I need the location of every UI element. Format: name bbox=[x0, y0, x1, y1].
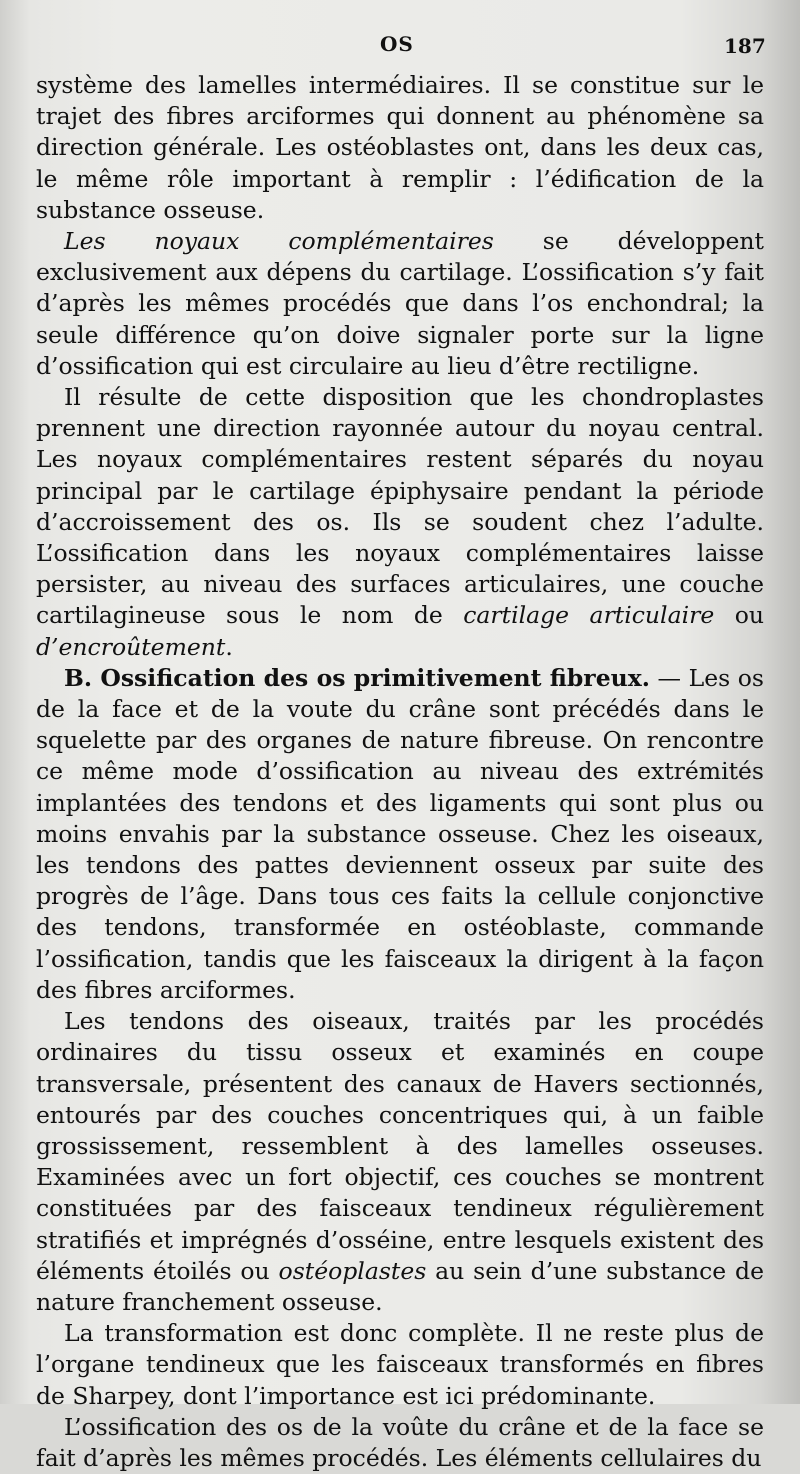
text-run: L’ossification des os de la voûte du crâne et de la face se fait d’après les mêmes procédés. Les éléments cellulaires du bbox=[36, 1412, 764, 1472]
italic-term: ostéoplastes bbox=[278, 1256, 427, 1285]
text-run: Il résulte de cette disposition que les chondroplastes prennent une direction rayonnée autour du noyau central. Les noyaux complémentaires restent séparés du noyau principal par le cartilage épiphysaire pendant la période d’accroissement des os. Ils se soudent chez l’adulte. L’ossification dans les noyaux complémentaires laisse persister, au niveau des surfaces articulaires, une couche cartilagineuse sous le nom de bbox=[36, 383, 764, 630]
text-run: . bbox=[225, 632, 233, 661]
paragraph bbox=[36, 663, 764, 1006]
paragraph bbox=[36, 1412, 764, 1474]
page-header bbox=[0, 30, 800, 60]
paragraph bbox=[36, 1318, 764, 1412]
paragraph bbox=[36, 1006, 764, 1318]
body-text bbox=[36, 70, 764, 1474]
section-heading: B. Ossification des os primitivement fibreux. bbox=[64, 663, 650, 692]
text-run: se développent exclusivement aux dépens du cartilage. L’ossification s’y fait d’après les mêmes procédés que dans l’os enchondral; la seule différence qu’on doive signaler porte sur la ligne d’ossification qui est circulaire au lieu d’être rectiligne. bbox=[36, 227, 764, 380]
italic-term: d’encroûtement bbox=[36, 632, 226, 661]
running-head: OS bbox=[380, 32, 414, 56]
text-run: au sein d’une substance de nature franchement osseuse. bbox=[36, 1256, 764, 1316]
italic-term: cartilage articulaire bbox=[463, 601, 715, 630]
text-run: La transformation est donc complète. Il ne reste plus de l’organe tendineux que les faisceaux transformés en fibres de Sharpey, dont l’importance est ici prédominante. bbox=[36, 1319, 764, 1410]
text-run: ou bbox=[714, 601, 764, 630]
text-run: — Les os de la face et de la voute du crâne sont précédés dans le squelette par des organes de nature fibreuse. On rencontre ce même mode d’ossification au niveau des extrémités implantées des tendons et des ligaments qui sont plus ou moins envahis par la substance osseuse. Chez les oiseaux, les tendons des pattes deviennent osseux par suite des progrès de l’âge. Dans tous ces faits la cellule conjonctive des tendons, transformée en ostéoblaste, commande l’ossification, tandis que les faisceaux la dirigent à la façon des fibres arciformes. bbox=[36, 663, 764, 1004]
text-run: Les tendons des oiseaux, traités par les procédés ordinaires du tissu osseux et examinés en coupe transversale, présentent des canaux de Havers sectionnés, entourés par des couches concentriques qui, à un faible grossissement, ressemblent à des lamelles osseuses. Examinées avec un fort objectif, ces couches se montrent constituées par des faisceaux tendineux régulièrement stratifiés et imprégnés d’osséine, entre lesquels existent des éléments étoilés ou bbox=[36, 1007, 764, 1285]
italic-term: Les noyaux complémentaires bbox=[64, 227, 494, 256]
page-number: 187 bbox=[724, 34, 766, 58]
paragraph bbox=[36, 382, 764, 663]
text-run: système des lamelles intermédiaires. Il se constitue sur le trajet des fibres arciformes qui donnent au phénomène sa direction générale. Les ostéoblastes ont, dans les deux cas, le même rôle important à remplir : l’édification de la substance osseuse. bbox=[36, 71, 764, 224]
paragraph bbox=[36, 70, 764, 226]
paragraph bbox=[36, 226, 764, 382]
